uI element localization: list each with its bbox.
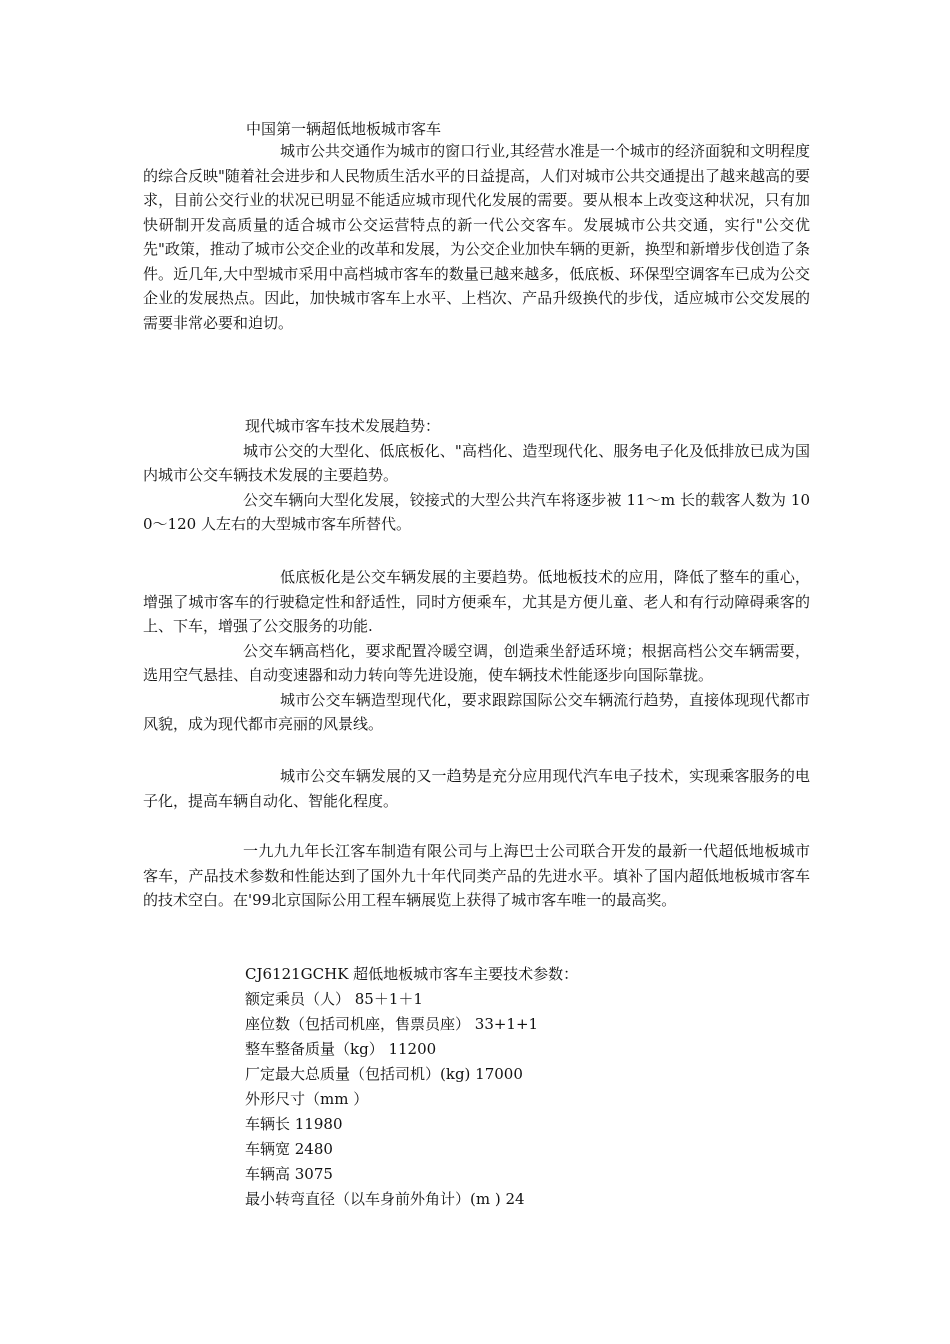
- history-section: [143, 839, 810, 913]
- spec-seats: 座位数（包括司机座，售票员座） 33+1+1: [245, 1015, 539, 1033]
- spec-dimensions: 外形尺寸（mm ）: [245, 1090, 369, 1108]
- trend-paragraph-1: 城市公交的大型化、低底板化、"高档化、造型现代化、服务电子化及低排放已成为国内城市公交车辆技术发展的主要趋势。: [143, 441, 810, 484]
- trend-paragraph-5: 城市公交车辆造型现代化，要求跟踪国际公交车辆流行趋势，直接体现现代都市风貌，成为现代都市亮丽的风景线。: [143, 690, 810, 733]
- history-paragraph: 一九九九年长江客车制造有限公司与上海巴士公司联合开发的最新一代超低地板城市客车，产品技术参数和性能达到了国外九十年代同类产品的先进水平。填补了国内超低地板城市客车的技术空白。在'99北京国际公用工程车辆展览上获得了城市客车唯一的最高奖。: [143, 842, 810, 909]
- spec-turning-diameter: 最小转弯直径（以车身前外角计）(m ) 24: [245, 1190, 525, 1208]
- spec-heading: CJ6121GCHK 超低地板城市客车主要技术参数：: [245, 965, 579, 983]
- spec-width: 车辆宽 2480: [245, 1140, 333, 1158]
- trend-section-2: [143, 565, 810, 737]
- trend-paragraph-4: 公交车辆高档化，要求配置冷暖空调，创造乘坐舒适环境；根据高档公交车辆需要，选用空气悬挂、自动变速器和动力转向等先进设施，使车辆技术性能逐步向国际靠拢。: [143, 641, 810, 684]
- spec-height: 车辆高 3075: [245, 1165, 333, 1183]
- trend-paragraph-6: 城市公交车辆发展的又一趋势是充分应用现代汽车电子技术，实现乘客服务的电子化，提高车辆自动化、智能化程度。: [143, 767, 810, 810]
- spec-list: [245, 962, 578, 1212]
- document-title: 中国第一辆超低地板城市客车: [246, 120, 442, 138]
- intro-text: 城市公共交通作为城市的窗口行业,其经营水准是一个城市的经济面貌和文明程度的综合反映"随着社会进步和人民物质生活水平的日益提高，人们对城市公共交通提出了越来越高的要求，目前公交行业的状况已明显不能适应城市现代化发展的需要。要从根本上改变这种状况，只有加快研制开发高质量的适合城市公交运营特点的新一代公交客车。发展城市公共交通，实行"公交优先"政策，推动了城市公交企业的改革和发展，为公交企业加快车辆的更新，换型和新增步伐创造了条件。近几年,大中型城市采用中高档城市客车的数量已越来越多，低底板、环保型空调客车已成为公交企业的发展热点。因此，加快城市客车上水平、上档次、产品升级换代的步伐，适应城市公交发展的需要非常必要和迫切。: [143, 142, 810, 332]
- trend-heading: 现代城市客车技术发展趋势：: [245, 417, 441, 435]
- spec-length: 车辆长 11980: [245, 1115, 343, 1133]
- spec-max-total-mass: 厂定最大总质量（包括司机）(kg) 17000: [245, 1065, 523, 1083]
- trend-paragraph-3: 低底板化是公交车辆发展的主要趋势。低地板技术的应用，降低了整车的重心，增强了城市客车的行驶稳定性和舒适性，同时方便乘车，尤其是方便儿童、老人和有行动障碍乘客的上、下车，增强了公交服务的功能.: [143, 568, 810, 635]
- spec-rated-passengers: 额定乘员（人） 85＋1＋1: [245, 990, 423, 1008]
- trend-section-3: [143, 764, 810, 813]
- trend-section-1: [143, 414, 810, 537]
- intro-paragraph: [143, 139, 810, 335]
- trend-paragraph-2: 公交车辆向大型化发展，铰接式的大型公共汽车将逐步被 11～m 长的载客人数为 100～120 人左右的大型城市客车所替代。: [143, 490, 810, 533]
- spec-curb-weight: 整车整备质量（kg） 11200: [245, 1040, 437, 1058]
